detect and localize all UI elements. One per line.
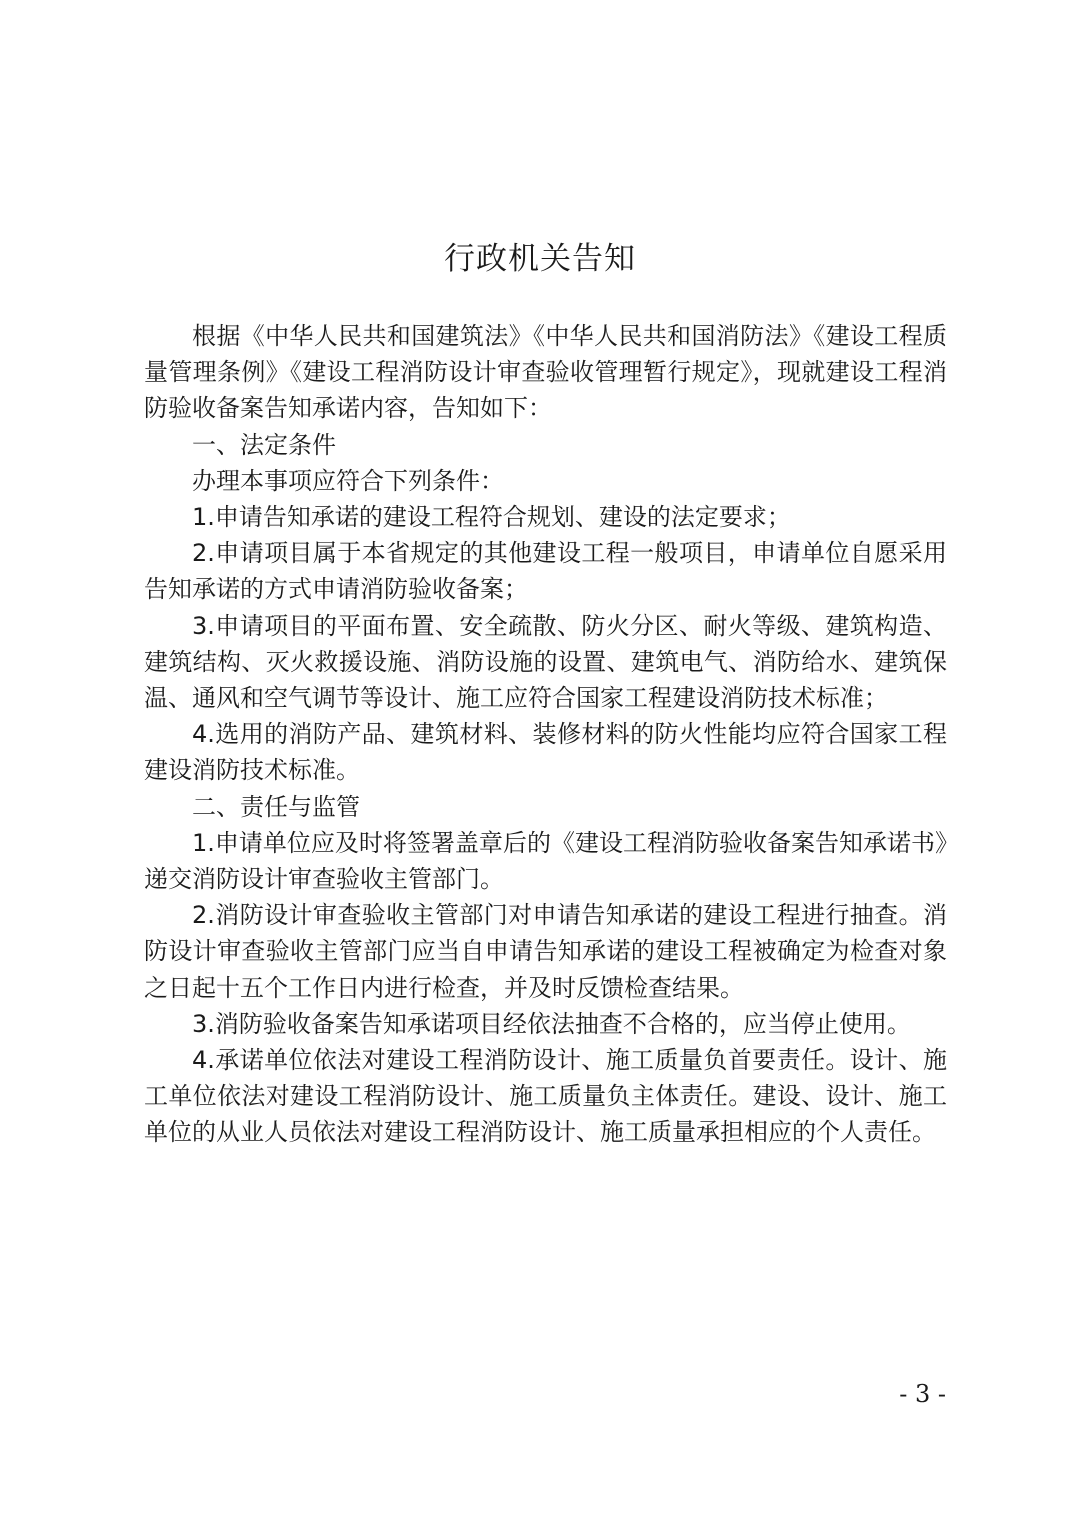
paragraph-conditions-lead: 办理本事项应符合下列条件： [192, 466, 504, 495]
page-number: - 3 - [899, 1380, 946, 1408]
condition-item-2: 2.申请项目属于本省规定的其他建设工程一般项目，申请单位自愿采用告知承诺的方式申请消防验收备案； [144, 539, 947, 604]
condition-item-1: 1.申请告知承诺的建设工程符合规划、建设的法定要求； [192, 503, 791, 532]
responsibility-item-3: 3.消防验收备案告知承诺项目经依法抽查不合格的，应当停止使用。 [192, 1009, 911, 1038]
responsibility-item-2: 2.消防设计审查验收主管部门对申请告知承诺的建设工程进行抽查。消防设计审查验收主管部门应当自申请告知承诺的建设工程被确定为检查对象之日起十五个工作日内进行检查，并及时反馈检查结果。 [144, 901, 947, 1002]
document-body [144, 318, 947, 1151]
condition-item-4: 4.选用的消防产品、建筑材料、装修材料的防火性能均应符合国家工程建设消防技术标准。 [144, 720, 947, 785]
paragraph-intro: 根据《中华人民共和国建筑法》《中华人民共和国消防法》《建设工程质量管理条例》《建设工程消防设计审查验收管理暂行规定》，现就建设工程消防验收备案告知承诺内容，告知如下： [144, 322, 947, 423]
heading-legal-conditions: 一、法定条件 [192, 430, 336, 459]
heading-responsibility-supervision: 二、责任与监管 [192, 792, 360, 821]
responsibility-item-4: 4.承诺单位依法对建设工程消防设计、施工质量负首要责任。设计、施工单位依法对建设工程消防设计、施工质量负主体责任。建设、设计、施工单位的从业人员依法对建设工程消防设计、施工质量承担相应的个人责任。 [144, 1046, 947, 1147]
condition-item-3: 3.申请项目的平面布置、安全疏散、防火分区、耐火等级、建筑构造、建筑结构、灭火救援设施、消防设施的设置、建筑电气、消防给水、建筑保温、通风和空气调节等设计、施工应符合国家工程建设消防技术标准； [144, 611, 947, 713]
document-title: 行政机关告知 [444, 241, 636, 277]
responsibility-item-1: 1.申请单位应及时将签署盖章后的《建设工程消防验收备案告知承诺书》递交消防设计审查验收主管部门。 [144, 828, 947, 894]
